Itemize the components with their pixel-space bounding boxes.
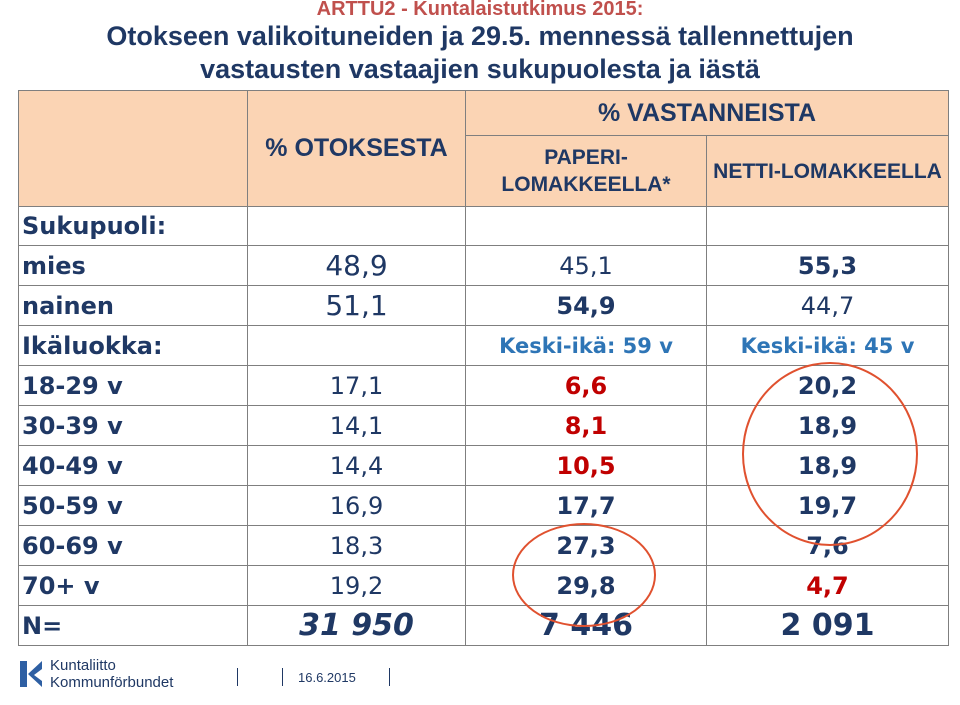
empty-cell	[248, 207, 466, 246]
section-age: Ikäluokka:	[19, 326, 248, 366]
footer-divider	[389, 668, 390, 686]
row-label: 40-49 v	[19, 446, 248, 486]
cell-netti: 44,7	[707, 286, 949, 326]
cell-netti: 18,9	[707, 406, 949, 446]
logo-line-2: Kommunförbundet	[50, 674, 174, 691]
empty-cell	[248, 326, 466, 366]
cell-otos: 14,4	[248, 446, 466, 486]
header-vastanneista: % VASTANNEISTA	[466, 91, 949, 136]
cell-otos: 51,1	[248, 286, 466, 326]
table-row	[19, 566, 949, 606]
keski-ika-paperi: Keski-ikä: 59 v	[466, 326, 707, 366]
cell-paperi-total: 7 446	[466, 606, 707, 646]
row-label: mies	[19, 246, 248, 286]
title-line-2: vastausten vastaajien sukupuolesta ja iästä	[200, 54, 760, 84]
table-row	[19, 246, 949, 286]
footer-divider	[282, 668, 283, 686]
title-line-1: Otokseen valikoituneiden ja 29.5. mennessä tallennettujen	[106, 21, 854, 51]
row-label: N=	[19, 606, 248, 646]
cell-netti: 55,3	[707, 246, 949, 286]
cell-paperi: 54,9	[466, 286, 707, 326]
row-label: 30-39 v	[19, 406, 248, 446]
cell-otos: 18,3	[248, 526, 466, 566]
row-label: 60-69 v	[19, 526, 248, 566]
row-label: 18-29 v	[19, 366, 248, 406]
cell-paperi: 27,3	[466, 526, 707, 566]
table-row-total	[19, 606, 949, 646]
cell-netti: 20,2	[707, 366, 949, 406]
cell-otos: 16,9	[248, 486, 466, 526]
cell-paperi: 17,7	[466, 486, 707, 526]
report-tag: ARTTU2 - Kuntalaistutkimus 2015:	[316, 0, 644, 20]
row-label: 50-59 v	[19, 486, 248, 526]
empty-cell	[707, 207, 949, 246]
logo-icon	[18, 659, 44, 689]
cell-netti: 18,9	[707, 446, 949, 486]
highlight-circle-paperi	[512, 523, 656, 627]
cell-paperi: 6,6	[466, 366, 707, 406]
cell-otos: 14,1	[248, 406, 466, 446]
cell-paperi: 45,1	[466, 246, 707, 286]
section-gender: Sukupuoli:	[19, 207, 248, 246]
header-empty-cell	[19, 91, 248, 207]
cell-otos: 17,1	[248, 366, 466, 406]
cell-paperi: 29,8	[466, 566, 707, 606]
cell-otos-total: 31 950	[248, 606, 466, 646]
logo-line-1: Kuntaliitto	[50, 657, 116, 674]
cell-otos: 19,2	[248, 566, 466, 606]
footer-date: 16.6.2015	[298, 670, 356, 685]
cell-netti: 4,7	[707, 566, 949, 606]
keski-ika-netti: Keski-ikä: 45 v	[707, 326, 949, 366]
row-label: 70+ v	[19, 566, 248, 606]
cell-paperi: 10,5	[466, 446, 707, 486]
header-otos: % OTOKSESTA	[248, 91, 466, 207]
header-paperi: PAPERI-LOMAKKEELLA*	[466, 136, 707, 207]
highlight-circle-netti	[742, 362, 918, 546]
row-label: nainen	[19, 286, 248, 326]
cell-netti: 19,7	[707, 486, 949, 526]
footer-divider	[237, 668, 238, 686]
cell-otos: 48,9	[248, 246, 466, 286]
cell-paperi: 8,1	[466, 406, 707, 446]
kuntaliitto-logo	[18, 657, 173, 691]
cell-netti-total: 2 091	[707, 606, 949, 646]
empty-cell	[466, 207, 707, 246]
header-netti: NETTI-LOMAKKEELLA	[707, 136, 949, 207]
cell-netti: 7,6	[707, 526, 949, 566]
page-title	[0, 20, 960, 86]
table-row	[19, 286, 949, 326]
